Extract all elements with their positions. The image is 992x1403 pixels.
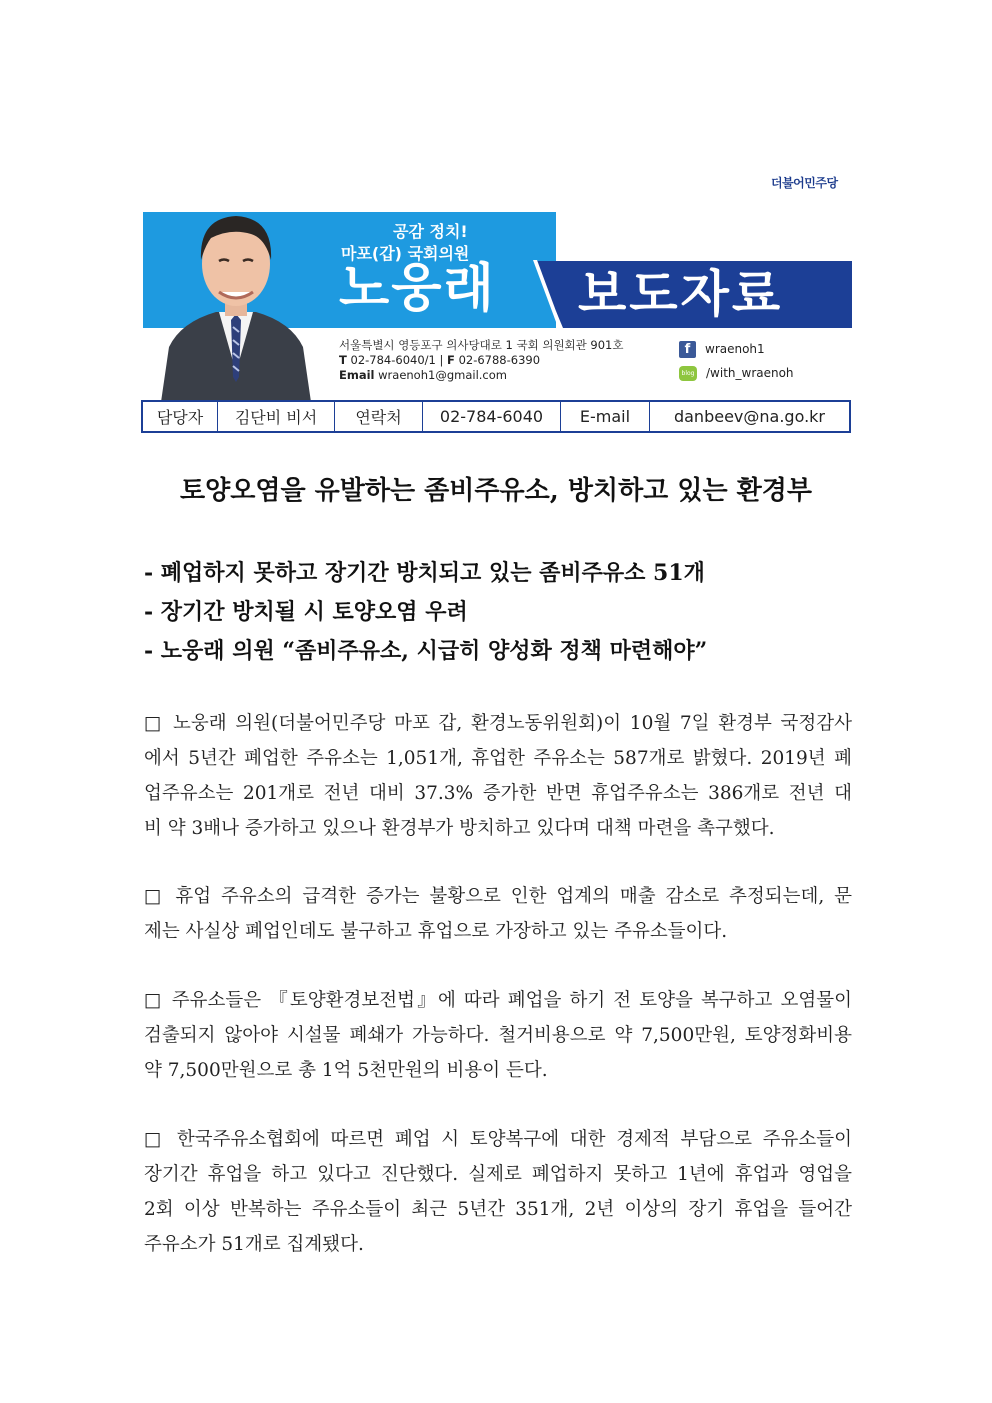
headline: 토양오염을 유발하는 좀비주유소, 방치하고 있는 환경부	[180, 476, 812, 506]
paragraph-line: □ 휴업 주유소의 급격한 증가는 불황으로 인한 업계의 매출 감소로 추정되는데, 문	[144, 886, 852, 907]
paragraph-line: □ 한국주유소협회에 따르면 폐업 시 토양복구에 대한 경제적 부담으로 주유소들이	[144, 1129, 852, 1150]
paragraph-line: 약 7,500만원으로 총 1억 5천만원의 비용이 든다.	[144, 1060, 548, 1081]
body-paragraph	[144, 983, 852, 1088]
office-contact	[339, 338, 624, 383]
separator: |	[439, 353, 448, 367]
subtitle: - 장기간 방치될 시 토양오염 우려	[144, 599, 468, 625]
manager-name: 김단비 비서	[218, 402, 335, 431]
paragraph-line: 주유소가 51개로 집계됐다.	[144, 1234, 364, 1255]
office-email[interactable]: wraenoh1@gmail.com	[378, 368, 507, 382]
phone-label-cell: 연락처	[335, 402, 423, 431]
manager-label: 담당자	[143, 402, 218, 431]
contact-phone: 02-784-6040	[423, 402, 561, 431]
fax-label: F	[447, 353, 455, 367]
lawmaker-name: 노웅래	[339, 259, 496, 319]
subtitle: - 폐업하지 못하고 장기간 방치되고 있는 좀비주유소 51개	[144, 560, 705, 586]
office-phone: 02-784-6040/1	[350, 353, 436, 367]
blog-link[interactable]	[679, 363, 794, 383]
facebook-icon: f	[679, 341, 696, 358]
paragraph-line: 에서 5년간 폐업한 주유소는 1,051개, 휴업한 주유소는 587개로 밝혔다. 2019년 폐	[144, 748, 852, 769]
paragraph-line: □ 주유소들은 『토양환경보전법』에 따라 폐업을 하기 전 토양을 복구하고 오염물이	[144, 990, 852, 1011]
blog-icon: blog	[679, 366, 697, 381]
facebook-handle: wraenoh1	[705, 342, 765, 356]
email-label-cell: E-mail	[561, 402, 650, 431]
body-paragraph	[144, 879, 852, 949]
office-phone-fax	[339, 353, 624, 368]
office-email-row	[339, 368, 624, 383]
email-label: Email	[339, 368, 375, 382]
subtitle: - 노웅래 의원 “좀비주유소, 시급히 양성화 정책 마련해야”	[144, 638, 708, 664]
paragraph-line: 2회 이상 반복하는 주유소들이 최근 5년간 351개, 2년 이상의 장기 휴업을 들어간	[144, 1199, 852, 1220]
body-paragraph	[144, 706, 852, 846]
office-address: 서울특별시 영등포구 의사당대로 1 국회 의원회관 901호	[339, 338, 624, 352]
body-paragraph	[144, 1122, 852, 1262]
paragraph-line: 비 약 3배나 증가하고 있으나 환경부가 방치하고 있다며 대책 마련을 촉구했다.	[144, 818, 775, 839]
blog-handle: /with_wraenoh	[706, 366, 794, 380]
office-fax: 02-6788-6390	[458, 353, 541, 367]
party-logo: 더불어민주당	[771, 176, 838, 190]
phone-label: T	[339, 353, 347, 367]
document-type: 보도자료	[578, 265, 784, 323]
social-links	[679, 339, 794, 387]
paragraph-line: 제는 사실상 폐업인데도 불구하고 휴업으로 가장하고 있는 주유소들이다.	[144, 921, 728, 942]
lawmaker-photo	[161, 182, 311, 402]
press-release-banner	[143, 212, 852, 401]
paragraph-line: 업주유소는 201개로 전년 대비 37.3% 증가한 반면 휴업주유소는 386개로 전년 대	[144, 783, 852, 804]
district-label: 마포(갑) 국회의원	[341, 244, 470, 263]
paragraph-line: 검출되지 않아야 시설물 폐쇄가 가능하다. 철거비용으로 약 7,500만원, 토양정화비용	[144, 1025, 852, 1046]
contact-table	[141, 400, 851, 433]
paragraph-line: 장기간 휴업을 하고 있다고 진단했다. 실제로 폐업하지 못하고 1년에 휴업과 영업을	[144, 1164, 852, 1185]
facebook-link[interactable]	[679, 339, 794, 359]
paragraph-line: □ 노웅래 의원(더불어민주당 마포 갑, 환경노동위원회)이 10월 7일 환경부 국정감사	[144, 713, 852, 734]
slogan: 공감 정치!	[393, 222, 468, 241]
contact-email[interactable]: danbeev@na.go.kr	[673, 407, 826, 426]
